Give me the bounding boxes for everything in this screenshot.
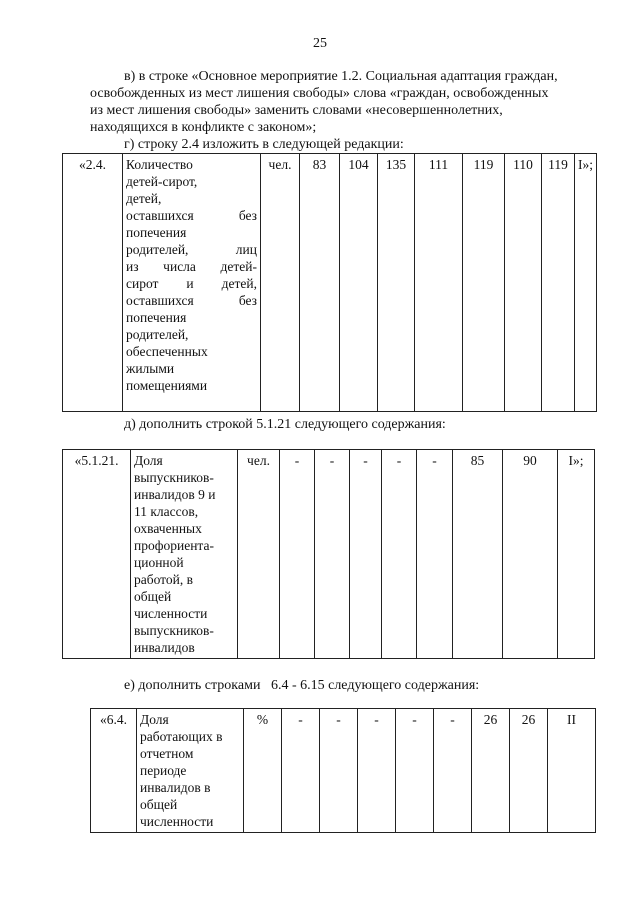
name-line: инвалидов 9 и	[134, 487, 216, 502]
name-line: родителей, лиц	[126, 242, 257, 257]
unit: чел.	[261, 154, 300, 412]
name-line: жилыми	[126, 361, 175, 376]
name-line: родителей,	[126, 327, 189, 342]
name-line: ционной	[134, 555, 184, 570]
value-cell: -	[280, 450, 315, 659]
paragraph-e: е) дополнить строками 6.4 - 6.15 следующего содержания:	[124, 678, 480, 693]
name-line: Доля	[134, 453, 163, 468]
name-line: выпускников-	[134, 470, 214, 485]
unit: %	[244, 709, 282, 833]
value-cell: -	[315, 450, 350, 659]
priority-cell: I»;	[558, 450, 595, 659]
name-line: общей	[134, 589, 172, 604]
row-number: «2.4.	[63, 154, 123, 412]
name-line: обеспеченных	[126, 344, 208, 359]
name-line: периоде	[140, 763, 187, 778]
value-cell: -	[396, 709, 434, 833]
name-line: попечения	[126, 225, 187, 240]
name-line: общей	[140, 797, 178, 812]
name-line: численности	[140, 814, 214, 829]
name-line: работающих в	[140, 729, 223, 744]
value-cell: 104	[340, 154, 378, 412]
name-line: Доля	[140, 712, 169, 727]
name-line: 11 классов,	[134, 504, 199, 519]
value-cell: 85	[453, 450, 503, 659]
value-cell: 119	[463, 154, 505, 412]
name-line: оставшихся без	[126, 208, 257, 223]
value-cell: 26	[472, 709, 510, 833]
name-line: попечения	[126, 310, 187, 325]
name-line: численности	[134, 606, 208, 621]
indicator-name	[123, 154, 261, 412]
priority-cell: II	[548, 709, 596, 833]
value-cell: 135	[378, 154, 415, 412]
unit: чел.	[238, 450, 280, 659]
value-cell: 83	[300, 154, 340, 412]
paragraph-v-line: находящихся в конфликте с законом»;	[90, 120, 317, 135]
indicator-name	[137, 709, 244, 833]
priority-cell: I»;	[575, 154, 597, 412]
value-cell: -	[350, 450, 382, 659]
paragraph-v-line: в) в строке «Основное мероприятие 1.2. Социальная адаптация граждан,	[124, 69, 558, 84]
name-line: помещениями	[126, 378, 208, 393]
name-line: оставшихся без	[126, 293, 257, 308]
table-row-6-4	[90, 708, 596, 833]
name-line: сирот и детей,	[126, 276, 257, 291]
row-number: «6.4.	[91, 709, 137, 833]
value-cell: 119	[542, 154, 575, 412]
paragraph-v	[90, 68, 594, 136]
name-line: Количество	[126, 157, 193, 172]
indicator-name	[131, 450, 238, 659]
name-line: профориента-	[134, 538, 214, 553]
value-cell: -	[434, 709, 472, 833]
name-line: из числа детей-	[126, 259, 257, 274]
name-line: инвалидов	[134, 640, 195, 655]
value-cell: -	[417, 450, 453, 659]
page-number: 25	[313, 36, 327, 51]
paragraph-d: д) дополнить строкой 5.1.21 следующего содержания:	[124, 417, 446, 432]
name-line: отчетном	[140, 746, 194, 761]
paragraph-v-line: из мест лишения свободы» заменить словами «несовершеннолетних,	[90, 103, 503, 118]
name-line: работой, в	[134, 572, 194, 587]
name-line: выпускников-	[134, 623, 214, 638]
value-cell: -	[320, 709, 358, 833]
name-line: детей-сирот,	[126, 174, 198, 189]
table-row-2-4	[62, 153, 597, 412]
paragraph-v-line: освобожденных из мест лишения свободы» слова «граждан, освобожденных	[90, 86, 549, 101]
value-cell: 111	[415, 154, 463, 412]
value-cell: -	[382, 450, 417, 659]
name-line: охваченных	[134, 521, 202, 536]
name-line: инвалидов в	[140, 780, 211, 795]
value-cell: -	[282, 709, 320, 833]
value-cell: -	[358, 709, 396, 833]
value-cell: 90	[503, 450, 558, 659]
name-line: детей,	[126, 191, 162, 206]
value-cell: 26	[510, 709, 548, 833]
row-number: «5.1.21.	[63, 450, 131, 659]
paragraph-g: г) строку 2.4 изложить в следующей редакции:	[124, 137, 404, 152]
value-cell: 110	[505, 154, 542, 412]
table-row-5-1-21	[62, 449, 595, 659]
